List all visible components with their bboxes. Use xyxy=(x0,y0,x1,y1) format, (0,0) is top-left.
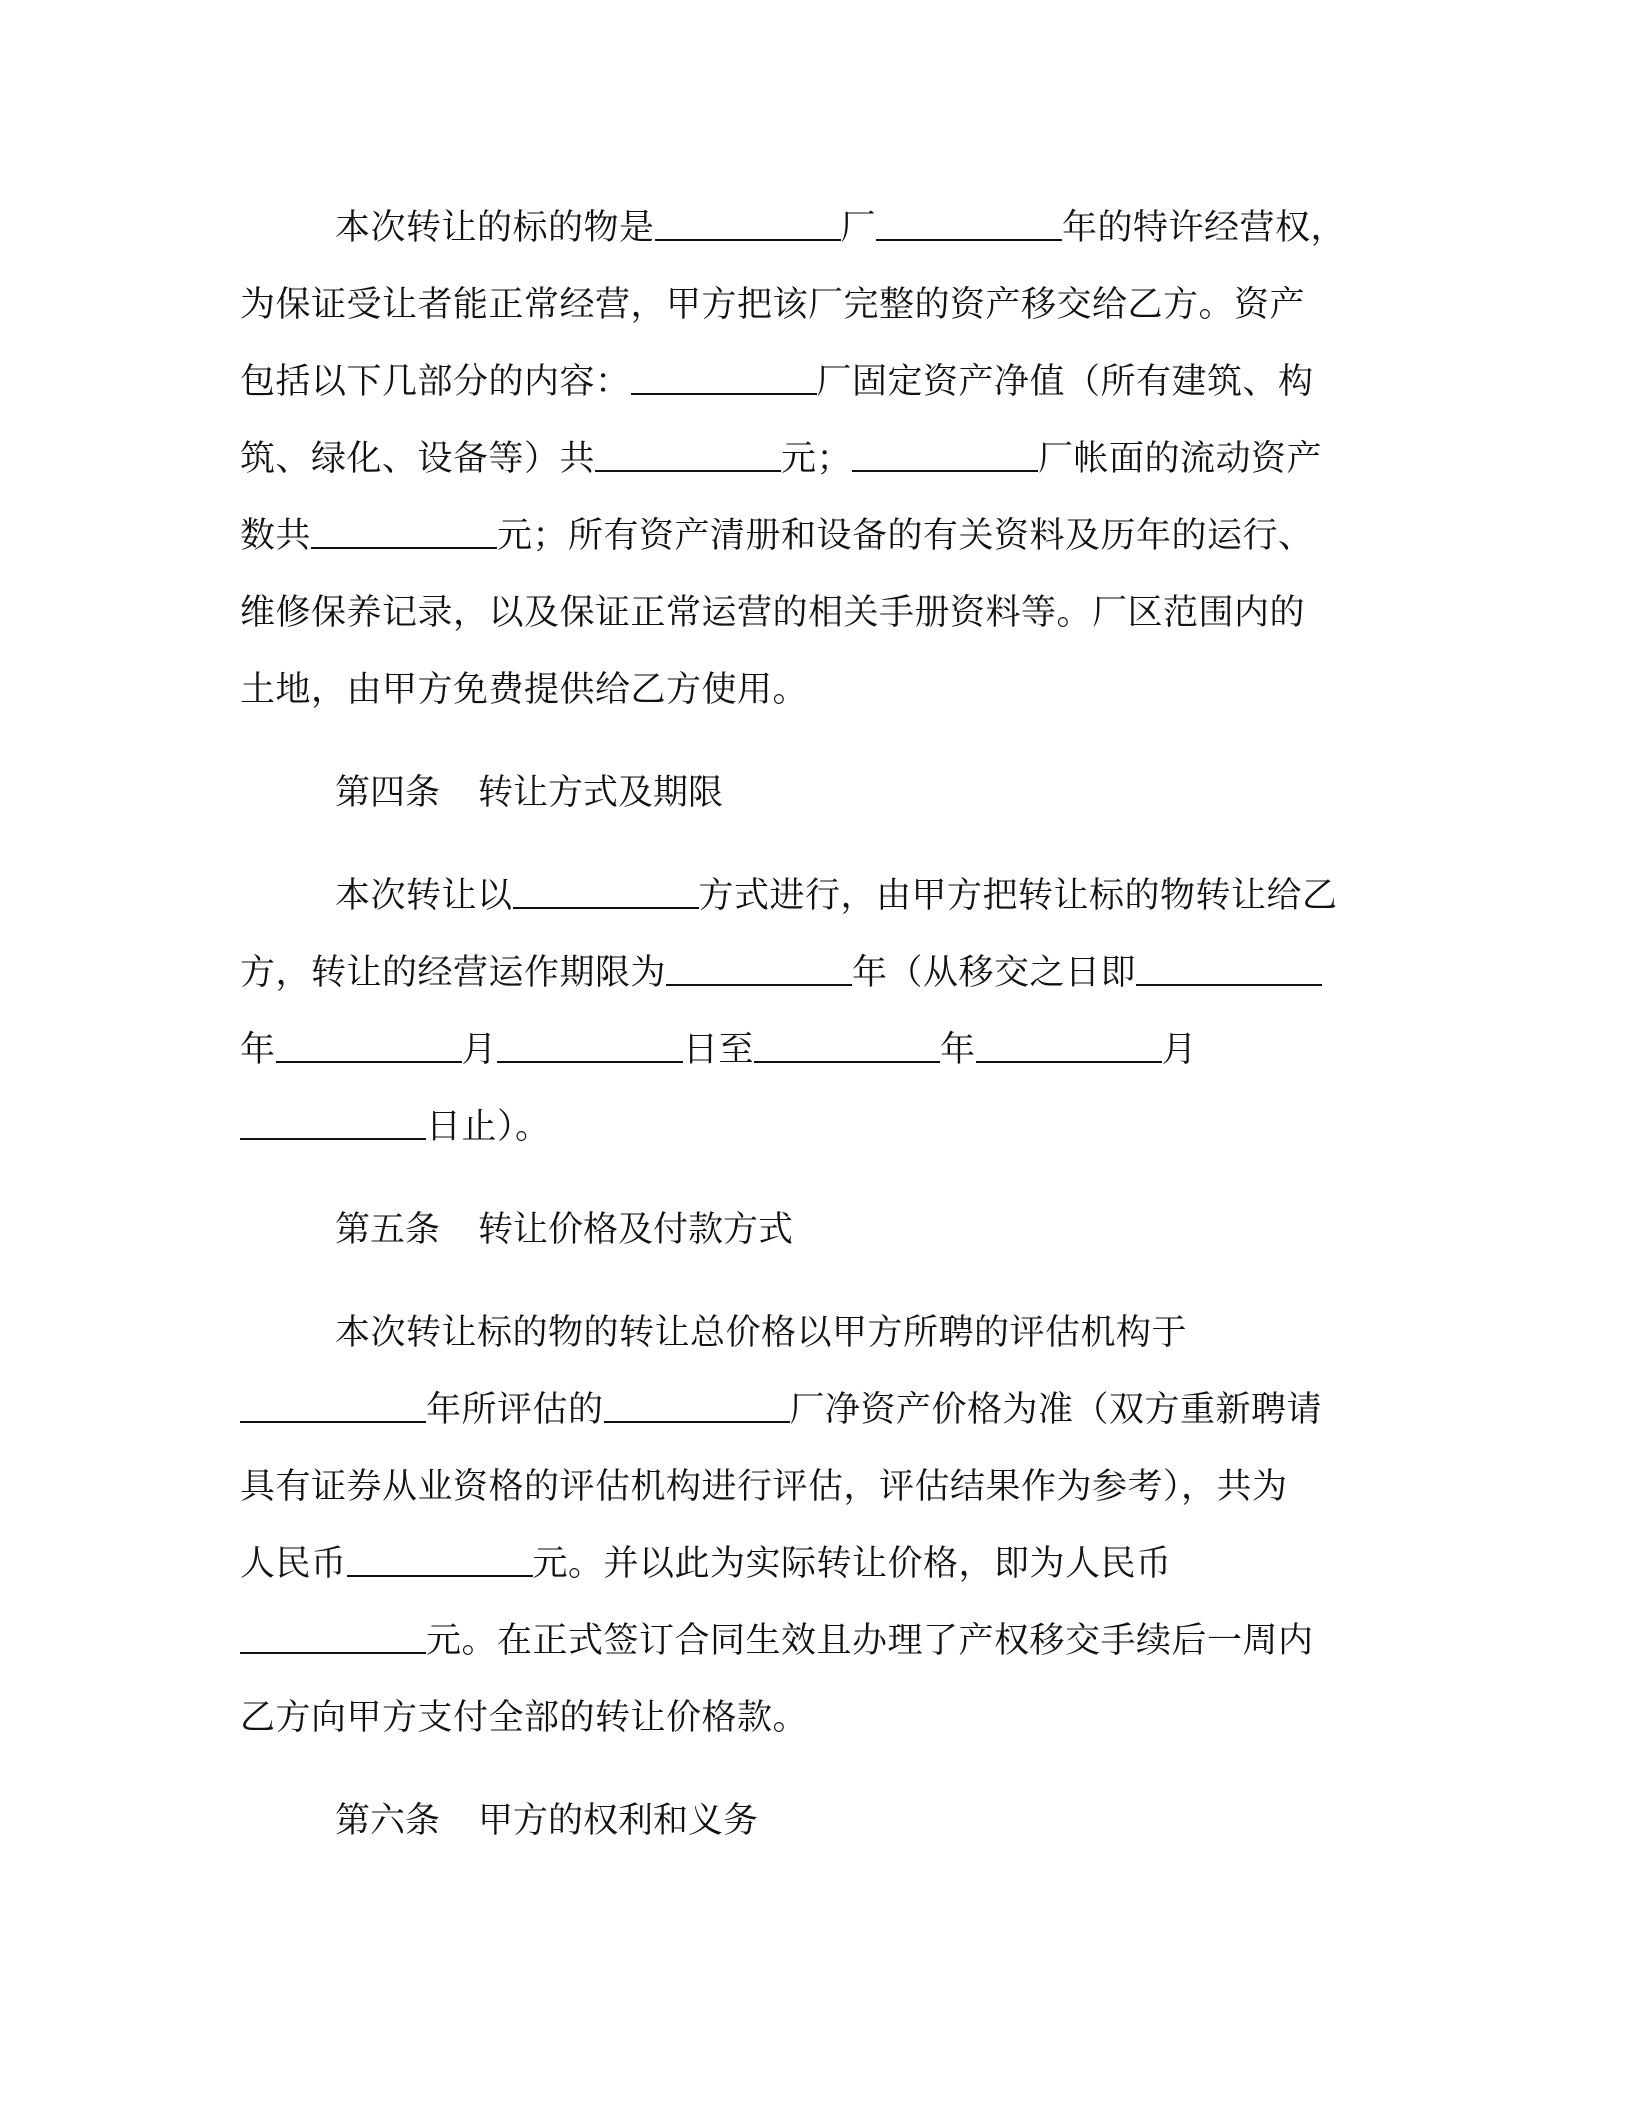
article4-line-4 xyxy=(240,1089,1380,1166)
fill-blank xyxy=(497,1031,683,1063)
text-fragment: 厂帐面的流动资产 xyxy=(1038,439,1323,479)
text-fragment: 筑、绿化、设备等）共 xyxy=(240,439,596,479)
fill-blank xyxy=(604,1391,790,1423)
article-number: 第六条 xyxy=(335,1801,441,1841)
text-fragment: 维修保养记录，以及保证正常运营的相关手册资料等。厂区范围内的 xyxy=(240,593,1306,633)
text-fragment: 元。并以此为实际转让价格，即为人民币 xyxy=(532,1544,1172,1584)
text-fragment: 本次转让标的物的转让总价格以甲方所聘的评估机构于 xyxy=(335,1313,1188,1353)
fill-blank xyxy=(595,440,781,472)
article3-line-2 xyxy=(240,267,1380,344)
fill-blank xyxy=(347,1545,533,1577)
text-fragment: 元。在正式签订合同生效且办理了产权移交手续后一周内 xyxy=(426,1621,1314,1661)
paragraph-spacer xyxy=(240,1166,1380,1192)
text-fragment: 月 xyxy=(1161,1030,1198,1070)
fill-blank xyxy=(631,363,817,395)
article5-line-4 xyxy=(240,1526,1380,1603)
fill-blank xyxy=(666,954,852,986)
text-fragment: 土地，由甲方免费提供给乙方使用。 xyxy=(240,670,809,710)
fill-blank xyxy=(1136,954,1322,986)
text-fragment: 月 xyxy=(461,1030,498,1070)
paragraph-spacer xyxy=(240,1757,1380,1783)
text-fragment: 本次转让的标的物是 xyxy=(335,208,655,248)
article3-line-1 xyxy=(240,190,1380,267)
article-title: 转让价格及付款方式 xyxy=(478,1210,794,1250)
document-body xyxy=(240,190,1380,1860)
text-fragment: 厂净资产价格为准（双方重新聘请 xyxy=(789,1390,1323,1430)
text-fragment: 方，转让的经营运作期限为 xyxy=(240,953,667,993)
fill-blank xyxy=(852,440,1038,472)
article-title: 甲方的权利和义务 xyxy=(478,1801,759,1841)
text-fragment: 包括以下几部分的内容： xyxy=(240,362,631,402)
article5-line-3 xyxy=(240,1449,1380,1526)
paragraph-spacer xyxy=(240,832,1380,858)
article5-line-6 xyxy=(240,1680,1380,1757)
paragraph-spacer xyxy=(240,729,1380,755)
fill-blank xyxy=(513,877,699,909)
text-fragment: 年所评估的 xyxy=(426,1390,604,1430)
article5-line-2 xyxy=(240,1372,1380,1449)
paragraph-spacer xyxy=(240,1269,1380,1295)
fill-blank xyxy=(240,1391,426,1423)
article3-line-3 xyxy=(240,344,1380,421)
article4-line-1 xyxy=(240,858,1380,935)
text-fragment: 乙方向甲方支付全部的转让价格款。 xyxy=(240,1698,809,1738)
article4-heading xyxy=(240,755,1380,832)
text-fragment: 厂固定资产净值（所有建筑、构 xyxy=(816,362,1314,402)
text-fragment: 数共 xyxy=(240,516,312,556)
article-title: 转让方式及期限 xyxy=(478,773,724,813)
article3-line-6 xyxy=(240,575,1380,652)
text-fragment: 年的特许经营权， xyxy=(1062,208,1347,248)
article3-line-5 xyxy=(240,498,1380,575)
text-fragment: 年（从移交之日即 xyxy=(852,953,1137,993)
text-fragment: 本次转让以 xyxy=(335,876,513,916)
text-fragment: 人民币 xyxy=(240,1544,347,1584)
text-fragment: 厂 xyxy=(840,208,877,248)
text-fragment: 日止）。 xyxy=(426,1107,551,1147)
article5-line-1 xyxy=(240,1295,1380,1372)
text-fragment: 方式进行，由甲方把转让标的物转让给乙 xyxy=(698,876,1338,916)
fill-blank xyxy=(976,1031,1162,1063)
fill-blank xyxy=(655,209,841,241)
fill-blank xyxy=(876,209,1062,241)
fill-blank xyxy=(240,1108,426,1140)
fill-blank xyxy=(276,1031,462,1063)
article6-heading xyxy=(240,1783,1380,1860)
article3-line-7 xyxy=(240,652,1380,729)
article3-line-4 xyxy=(240,421,1380,498)
text-fragment: 日至 xyxy=(683,1030,755,1070)
text-fragment: 具有证券从业资格的评估机构进行评估，评估结果作为参考），共为 xyxy=(240,1467,1288,1507)
fill-blank xyxy=(240,1622,426,1654)
article-number: 第五条 xyxy=(335,1210,441,1250)
article4-line-2 xyxy=(240,935,1380,1012)
article-number: 第四条 xyxy=(335,773,441,813)
text-fragment: 元； xyxy=(781,439,853,479)
text-fragment: 年 xyxy=(940,1030,976,1070)
article5-heading xyxy=(240,1192,1380,1269)
text-fragment: 元；所有资产清册和设备的有关资料及历年的运行、 xyxy=(497,516,1314,556)
fill-blank xyxy=(754,1031,940,1063)
text-fragment: 为保证受让者能正常经营，甲方把该厂完整的资产移交给乙方。资产 xyxy=(240,285,1306,325)
article5-line-5 xyxy=(240,1603,1380,1680)
fill-blank xyxy=(311,517,497,549)
text-fragment: 年 xyxy=(240,1030,276,1070)
article4-line-3 xyxy=(240,1012,1380,1089)
